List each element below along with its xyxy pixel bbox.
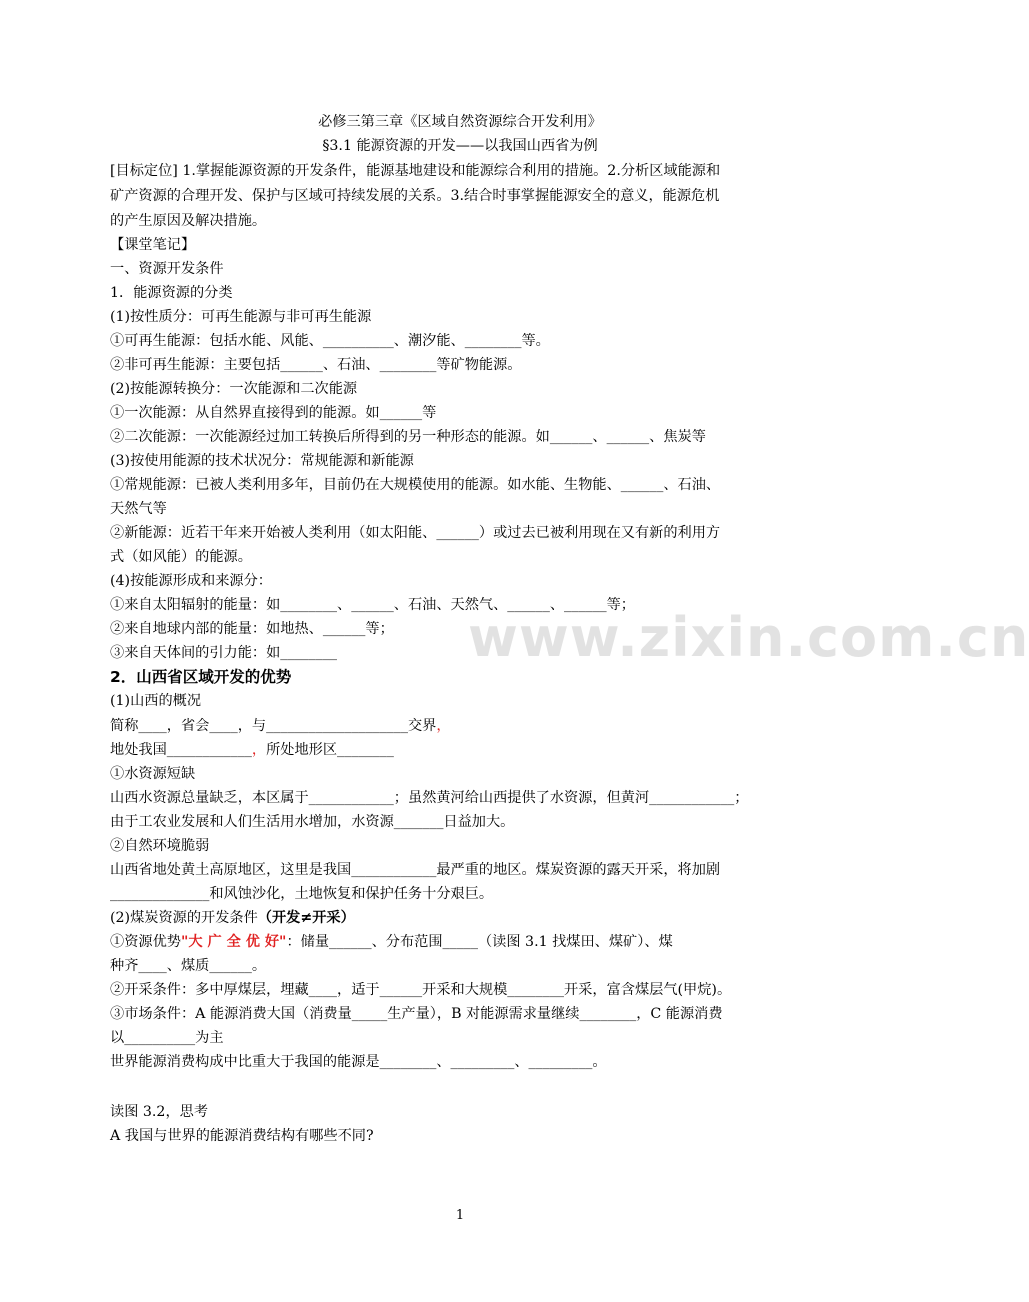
class-3a-line2: 天然气等: [110, 501, 167, 517]
page-number: 1: [455, 1208, 465, 1223]
red-comma: ，: [251, 742, 267, 758]
notes-heading: 【课堂笔记】: [110, 237, 196, 253]
goal-line-1: [目标定位] 1.掌握能源资源的开发条件，能源基地建设和能源综合利用的措施。2.分析区域能源和: [110, 163, 721, 179]
question-a: A 我国与世界的能源消费结构有哪些不同?: [110, 1128, 374, 1144]
market-conditions-line-2: 以__________为主: [110, 1030, 224, 1046]
coal-conditions-text: (2)煤炭资源的开发条件: [110, 910, 258, 926]
class-3: (3)按使用能源的技术状况分：常规能源和新能源: [110, 453, 414, 469]
goal-line-3: 的产生原因及解决措施。: [110, 213, 267, 229]
resource-advantage-slogan: "大 广 全 优 好": [180, 934, 287, 950]
world-energy-line: 世界能源消费构成中比重大于我国的能源是________、_________、_________。: [110, 1054, 607, 1070]
overview-line-1: [110, 716, 810, 736]
mining-conditions: ②开采条件：多中厚煤层，埋藏____，适于______开采和大规模________开采，富含煤层气(甲烷)。: [110, 982, 732, 998]
class-4c: ③来自天体间的引力能：如________: [110, 645, 338, 661]
overview-line-1-text: 简称____，省会____，与____________________交界: [110, 718, 437, 734]
water-line-2: 由于工农业发展和人们生活用水增加，水资源_______日益加大。: [110, 814, 515, 830]
overview-heading: (1)山西的概况: [110, 693, 202, 709]
class-1: (1)按性质分：可再生能源与非可再生能源: [110, 309, 372, 325]
resource-advantage-label: ①资源优势: [110, 934, 181, 950]
market-conditions-line-1: ③市场条件：A 能源消费大国（消费量_____生产量），B 对能源需求量继续________，C 能源消费: [110, 1006, 723, 1022]
resource-advantage-line-1: [110, 932, 810, 952]
class-3a-line1: ①常规能源：已被人类利用多年，目前仍在大规模使用的能源。如水能、生物能、______、石油、: [110, 477, 721, 493]
water-line-1: 山西水资源总量缺乏，本区属于____________；虽然黄河给山西提供了水资源，但黄河____________；: [110, 790, 749, 806]
coal-conditions-heading: [110, 908, 810, 928]
class-2: (2)按能源转换分：一次能源和二次能源: [110, 381, 358, 397]
resource-advantage-line-2: 种齐____、煤质______。: [110, 958, 267, 974]
overview-line-2-post: 所处地形区________: [266, 742, 394, 758]
class-4a: ①来自太阳辐射的能量：如________、______、石油、天然气、______、______等；: [110, 597, 635, 613]
subsection-1-1: 1．能源资源的分类: [110, 285, 233, 301]
goal-line-2: 矿产资源的合理开发、保护与区域可持续发展的关系。3.结合时事掌握能源安全的意义，能源危机: [110, 188, 720, 204]
red-comma: ，: [436, 718, 451, 734]
resource-advantage-text: ：储量______、分布范围_____（读图 3.1 找煤田、煤矿）、煤: [286, 934, 673, 950]
overview-line-2: [110, 740, 810, 760]
class-2a: ①一次能源：从自然界直接得到的能源。如______等: [110, 405, 437, 421]
environment-heading: ②自然环境脆弱: [110, 838, 210, 854]
section-1-heading: 一、资源开发条件: [110, 261, 224, 277]
doc-subtitle: §3.1 能源资源的开发——以我国山西省为例: [322, 138, 598, 154]
doc-title: 必修三第三章《区域自然资源综合开发利用》: [318, 114, 602, 130]
class-1b: ②非可再生能源：主要包括______、石油、________等矿物能源。: [110, 357, 522, 373]
question-prompt: 读图 3.2，思考: [110, 1104, 209, 1120]
class-4: (4)按能源形成和来源分：: [110, 573, 272, 589]
environment-line-1: 山西省地处黄土高原地区，这里是我国____________最严重的地区。煤炭资源的露天开采，将加剧: [110, 862, 721, 878]
overview-line-2-pre: 地处我国____________: [110, 742, 252, 758]
environment-line-2: ______________和风蚀沙化，土地恢复和保护任务十分艰巨。: [110, 886, 494, 902]
class-3b-line1: ②新能源：近若干年来开始被人类利用（如太阳能、______）或过去已被利用现在又有新的利用方: [110, 525, 721, 541]
class-3b-line2: 式（如风能）的能源。: [110, 549, 252, 565]
water-heading: ①水资源短缺: [110, 766, 196, 782]
class-1a: ①可再生能源：包括水能、风能、__________、潮汐能、________等。: [110, 333, 550, 349]
class-4b: ②来自地球内部的能量：如地热、______等；: [110, 621, 394, 637]
watermark: www.zixin.com.cn: [468, 606, 1029, 669]
coal-conditions-note: （开发≠开采）: [257, 910, 355, 926]
section-2-heading: 2．山西省区域开发的优势: [110, 668, 292, 686]
class-2b: ②二次能源：一次能源经过加工转换后所得到的另一种形态的能源。如______、______、焦炭等: [110, 429, 706, 445]
